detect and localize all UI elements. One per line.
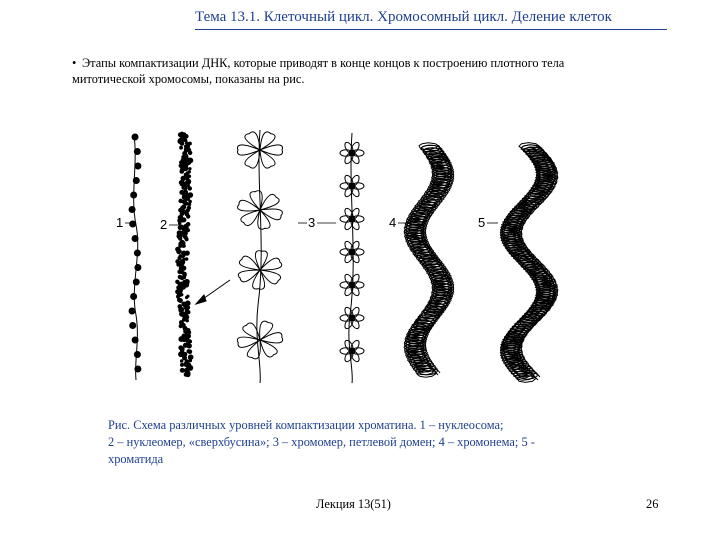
figure-caption bbox=[108, 417, 603, 468]
chromatid-coil bbox=[500, 143, 558, 383]
label-4-text: 4 bbox=[389, 215, 397, 230]
bullet-paragraph bbox=[72, 55, 632, 87]
slide-title: Тема 13.1. Клеточный цикл. Хромосомный цикл. Деление клеток bbox=[195, 9, 612, 25]
bullet-text: Этапы компактизации ДНК, которые приводят в конце концов к построению плотного тела митотической хромосомы, показаны на рис. bbox=[72, 56, 565, 86]
caption-line-1: Рис. Схема различных уровней компактизации хроматина. 1 – нуклеосома; bbox=[108, 418, 504, 432]
pointer-arrow bbox=[196, 280, 230, 304]
chromatin-diagram bbox=[110, 125, 580, 390]
label-5 bbox=[478, 215, 498, 230]
label-3 bbox=[298, 215, 336, 230]
label-2 bbox=[160, 217, 180, 232]
label-5-text: 5 bbox=[478, 215, 486, 230]
label-3-text: 3 bbox=[308, 215, 316, 230]
label-2-text: 2 bbox=[160, 217, 168, 232]
chromomer-loops bbox=[237, 130, 282, 383]
nucleosome-string bbox=[129, 134, 141, 380]
label-1-text: 1 bbox=[116, 215, 124, 230]
footer-lecture: Лекция 13(51) bbox=[316, 497, 391, 511]
chromonema-coil bbox=[404, 143, 454, 377]
rosette-column bbox=[340, 133, 364, 383]
chromatin-compaction-figure bbox=[110, 125, 580, 390]
bullet-marker: • bbox=[72, 56, 77, 70]
nucleomer-column bbox=[175, 132, 193, 378]
page-number: 26 bbox=[646, 497, 659, 511]
title-underline bbox=[195, 29, 667, 30]
caption-line-3: хроматида bbox=[108, 452, 164, 466]
caption-line-2: 2 – нуклеомер, «сверхбусина»; 3 – хромомер, петлевой домен; 4 – хромонема; 5 - bbox=[108, 435, 535, 449]
